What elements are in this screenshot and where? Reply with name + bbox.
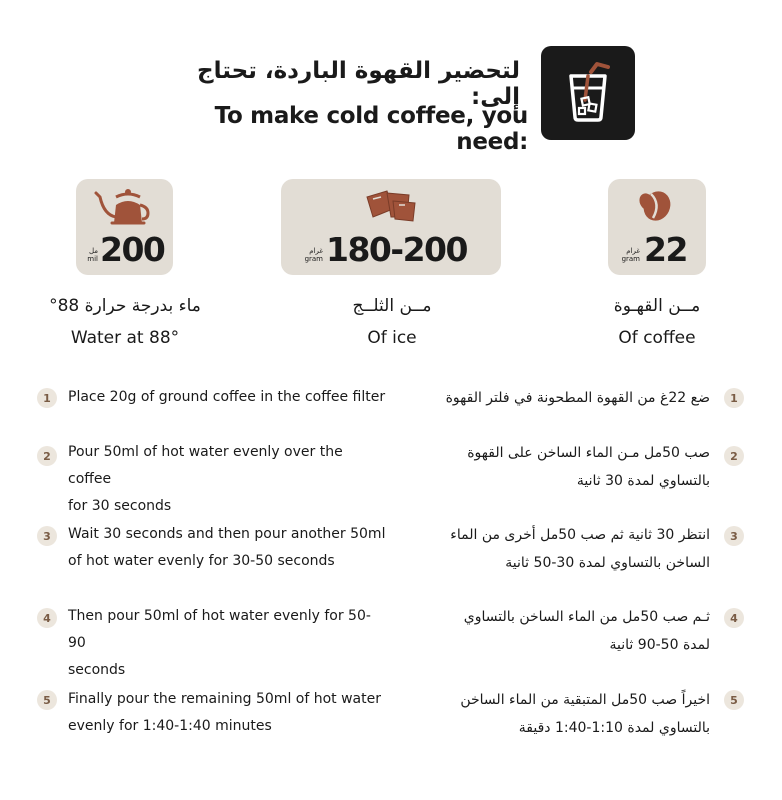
label-coffee-en: Of coffee xyxy=(618,328,696,348)
step-3-english: Wait 30 seconds and then pour another 50ml of hot water evenly for 30-50 seconds xyxy=(68,526,386,569)
label-ice-en: Of ice xyxy=(367,328,417,348)
step-5-english: Finally pour the remaining 50ml of hot water evenly for 1:40-1:40 minutes xyxy=(68,691,381,734)
unit-label: مل mil xyxy=(87,247,98,263)
ice-cubes-icon xyxy=(363,187,421,227)
ingredient-card-ice xyxy=(281,179,501,275)
label-coffee-ar: مــن القهـوة xyxy=(613,296,701,316)
step-number-badge: 3 xyxy=(37,526,57,546)
step-number-badge: 2 xyxy=(37,446,57,466)
step-number-badge: 2 xyxy=(724,446,744,466)
unit-label: غرام gram xyxy=(304,247,323,263)
step-4-arabic: ثـم صب 50مل من الماء الساخن بالتساوي لمدة 50-90 ثانية xyxy=(463,609,710,653)
step-number-badge: 4 xyxy=(37,608,57,628)
ingredient-card-coffee xyxy=(608,179,706,275)
step-4-english: Then pour 50ml of hot water evenly for 50-90 seconds xyxy=(68,608,371,678)
step-1-arabic: ضع 22غ من القهوة المطحونة في فلتر القهوة xyxy=(445,390,710,406)
title-english: To make cold coffee, you need: xyxy=(214,103,528,155)
gooseneck-kettle-icon xyxy=(92,185,158,227)
step-number-badge: 5 xyxy=(724,690,744,710)
coffee-bean-icon xyxy=(635,188,675,224)
amount-water: 200 xyxy=(100,230,165,269)
label-ice-ar: مــن الثلــج xyxy=(352,296,432,316)
step-3-arabic: انتظر 30 ثانية ثم صب 50مل أخرى من الماء الساخن بالتساوي لمدة 30-50 ثانية xyxy=(450,527,710,571)
step-number-badge: 1 xyxy=(724,388,744,408)
step-1-english: Place 20g of ground coffee in the coffee filter xyxy=(68,389,386,405)
amount-ice: 180-200 xyxy=(326,230,467,269)
step-number-badge: 1 xyxy=(37,388,57,408)
header xyxy=(0,0,782,160)
label-water-ar: ماء بدرجة حرارة 88° xyxy=(49,296,201,316)
unit-label: غرام gram xyxy=(621,247,640,263)
iced-coffee-glass-icon xyxy=(541,46,635,140)
step-5-arabic: اخيراً صب 50مل المتبقية من الماء الساخن بالتساوي لمدة 1:10-1:40 دقيقة xyxy=(460,692,710,736)
step-2-arabic: صب 50مل مـن الماء الساخن على القهوة بالتساوي لمدة 30 ثانية xyxy=(467,445,710,489)
title-arabic: لتحضير القهوة الباردة، تحتاج إلى: xyxy=(197,58,520,110)
ingredient-card-water xyxy=(76,179,173,275)
label-water-en: Water at 88° xyxy=(70,328,180,348)
amount-coffee: 22 xyxy=(644,230,687,269)
step-number-badge: 5 xyxy=(37,690,57,710)
step-number-badge: 3 xyxy=(724,526,744,546)
step-2-english: Pour 50ml of hot water evenly over the coffee for 30 seconds xyxy=(68,444,343,514)
step-number-badge: 4 xyxy=(724,608,744,628)
